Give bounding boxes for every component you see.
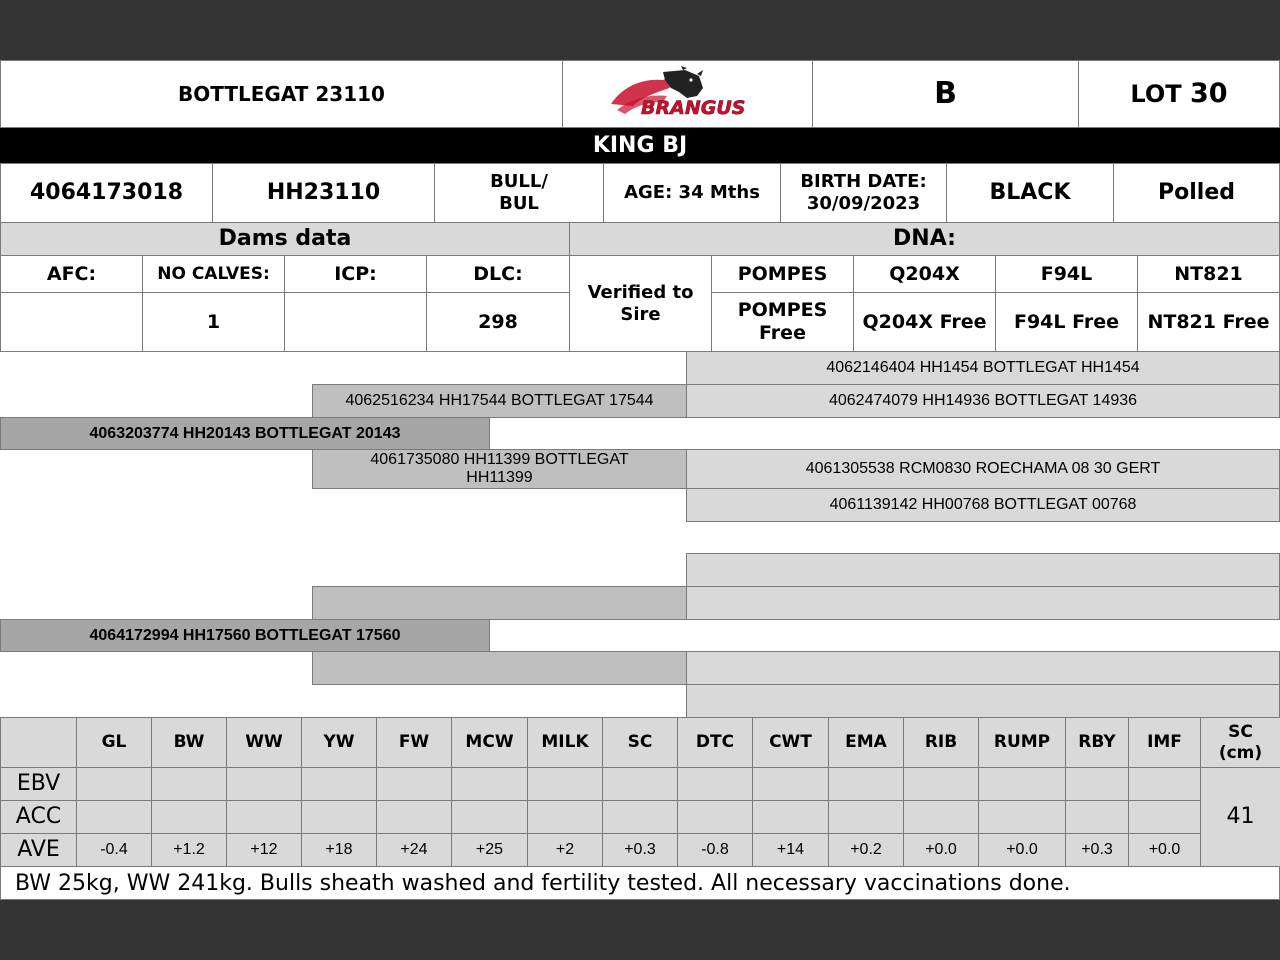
pedigree-sire-dam-line1: 4061735080 HH11399 BOTTLEGAT [370,451,629,469]
ebv-ebv-fw [376,767,452,801]
ebv-header-cwt: CWT [752,717,829,768]
ebv-header-mcw: MCW [451,717,528,768]
ebv-header-sc: SC [602,717,678,768]
ebv-ave-cwt: +14 [752,833,829,867]
ebv-ave-ema: +0.2 [828,833,904,867]
pedigree-sire-sire-dam: 4062474079 HH14936 BOTTLEGAT 14936 [686,384,1280,418]
dna-result-pompes [711,292,854,352]
no-calves-label: NO CALVES: [142,255,285,293]
row-label-ave: AVE [0,833,77,867]
ebv-header-ww: WW [226,717,302,768]
lot-sheet [0,60,1280,900]
ebv-ebv-rib [903,767,979,801]
ebv-ave-fw: +24 [376,833,452,867]
ebv-ave-dtc: -0.8 [677,833,753,867]
ebv-ave-milk: +2 [527,833,603,867]
ebv-ave-ww: +12 [226,833,302,867]
pedigree-dam-dam-sire [686,651,1280,685]
ebv-acc-sc [602,800,678,834]
pedigree-sire: 4063203774 HH20143 BOTTLEGAT 20143 [0,417,490,450]
ebv-ave-bw: +1.2 [151,833,227,867]
icp-value [284,292,427,352]
ebv-acc-ww [226,800,302,834]
ebv-ebv-imf [1128,767,1201,801]
ebv-ebv-rump [978,767,1066,801]
herd-id: HH23110 [212,163,435,223]
verified-to-sire [569,255,712,352]
grade-letter: B [812,60,1079,128]
ebv-ave-rib: +0.0 [903,833,979,867]
dna-title: DNA: [569,222,1280,256]
dna-test-nt821: NT821 [1137,255,1280,293]
ebv-header-rib: RIB [903,717,979,768]
ebv-ebv-bw [151,767,227,801]
dna-test-pompes: POMPES [711,255,854,293]
ebv-ave-mcw: +25 [451,833,528,867]
ebv-ebv-yw [301,767,377,801]
ebv-header-dtc: DTC [677,717,753,768]
dlc-label: DLC: [426,255,570,293]
ebv-acc-ema [828,800,904,834]
ebv-ave-rump: +0.0 [978,833,1066,867]
birth-date-label: BIRTH DATE: [800,171,927,193]
animal-name-bar: KING BJ [0,128,1280,163]
animal-breeder-name: BOTTLEGAT 23110 [0,60,563,128]
birth-date-value: 30/09/2023 [806,193,921,214]
brand-logo [562,60,813,128]
age-cell: AGE: 34 Mths [603,163,781,223]
lot-number [1078,60,1280,128]
ebv-ebv-gl [76,767,152,801]
ebv-acc-milk [527,800,603,834]
dna-test-q204x: Q204X [853,255,996,293]
dna-result-f94l: F94L Free [995,292,1138,352]
ebv-header-yw: YW [301,717,377,768]
sex-cell [434,163,604,223]
pedigree-sire-dam-line2: HH11399 [466,469,533,486]
pedigree-sire-dam-sire: 4061305538 RCM0830 ROECHAMA 08 30 GERT [686,449,1280,489]
sc-cm-line1: SC [1228,722,1253,743]
ebv-ave-sc: +0.3 [602,833,678,867]
dna-result-pompes-line1: POMPES [737,299,828,322]
ebv-header-milk: MILK [527,717,603,768]
ebv-acc-fw [376,800,452,834]
pedigree-dam: 4064172994 HH17560 BOTTLEGAT 17560 [0,619,490,652]
ebv-acc-imf [1128,800,1201,834]
ebv-acc-rump [978,800,1066,834]
dlc-value: 298 [426,292,570,352]
horn-status-cell: Polled [1113,163,1280,223]
ebv-header-ema: EMA [828,717,904,768]
ebv-acc-dtc [677,800,753,834]
ebv-ebv-ww [226,767,302,801]
ebv-ebv-milk [527,767,603,801]
lot-label: LOT [1130,79,1182,108]
pedigree-sire-sire-sire: 4062146404 HH1454 BOTTLEGAT HH1454 [686,351,1280,385]
ebv-header-imf: IMF [1128,717,1201,768]
footnote: BW 25kg, WW 241kg. Bulls sheath washed and fertility tested. All necessary vaccinations done. [0,866,1280,900]
sex-line1: BULL/ [490,171,548,193]
pedigree-sire-sire: 4062516234 HH17544 BOTTLEGAT 17544 [312,384,687,418]
no-calves-value: 1 [142,292,285,352]
ebv-ebv-cwt [752,767,829,801]
ebv-acc-mcw [451,800,528,834]
pedigree-sire-dam-dam: 4061139142 HH00768 BOTTLEGAT 00768 [686,488,1280,522]
sc-cm-header [1200,717,1280,768]
pedigree-dam-sire-dam [686,586,1280,620]
ebv-acc-gl [76,800,152,834]
sex-line2: BUL [499,193,539,214]
ebv-ave-imf: +0.0 [1128,833,1201,867]
ebv-corner-cell [0,717,77,768]
birth-date-cell [780,163,947,223]
pedigree-dam-sire [312,586,687,620]
pedigree-sire-dam [312,449,687,489]
lot-value: 30 [1190,77,1228,109]
ebv-header-rby: RBY [1065,717,1129,768]
ebv-acc-rib [903,800,979,834]
ebv-header-bw: BW [151,717,227,768]
verified-line2: Sire [620,303,661,325]
afc-label: AFC: [0,255,143,293]
colour-cell: BLACK [946,163,1114,223]
brangus-logo-icon [603,66,773,122]
dna-result-nt821: NT821 Free [1137,292,1280,352]
row-label-ebv: EBV [0,767,77,801]
dna-result-pompes-line2: Free [759,322,806,344]
ebv-header-rump: RUMP [978,717,1066,768]
dna-test-f94l: F94L [995,255,1138,293]
pedigree-dam-dam-dam [686,684,1280,718]
dna-result-q204x: Q204X Free [853,292,996,352]
ebv-ebv-ema [828,767,904,801]
ebv-ave-yw: +18 [301,833,377,867]
pedigree-dam-dam [312,651,687,685]
ebv-header-gl: GL [76,717,152,768]
ebv-acc-rby [1065,800,1129,834]
ebv-ebv-rby [1065,767,1129,801]
ebv-ebv-sc [602,767,678,801]
ebv-table [0,717,1280,867]
ebv-ave-rby: +0.3 [1065,833,1129,867]
ebv-acc-cwt [752,800,829,834]
row-label-acc: ACC [0,800,77,834]
verified-line1: Verified to [587,281,694,303]
ebv-ebv-dtc [677,767,753,801]
ebv-header-fw: FW [376,717,452,768]
pedigree-dam-sire-sire [686,553,1280,587]
brand-name: BRANGUS [640,97,745,119]
dams-data-title: Dams data [0,222,570,256]
ebv-ebv-mcw [451,767,528,801]
sc-cm-line2: (cm) [1218,742,1263,763]
ebv-acc-yw [301,800,377,834]
registration-number: 4064173018 [0,163,213,223]
ebv-ave-gl: -0.4 [76,833,152,867]
ebv-acc-bw [151,800,227,834]
icp-label: ICP: [284,255,427,293]
sc-cm-value: 41 [1200,767,1280,867]
afc-value [0,292,143,352]
